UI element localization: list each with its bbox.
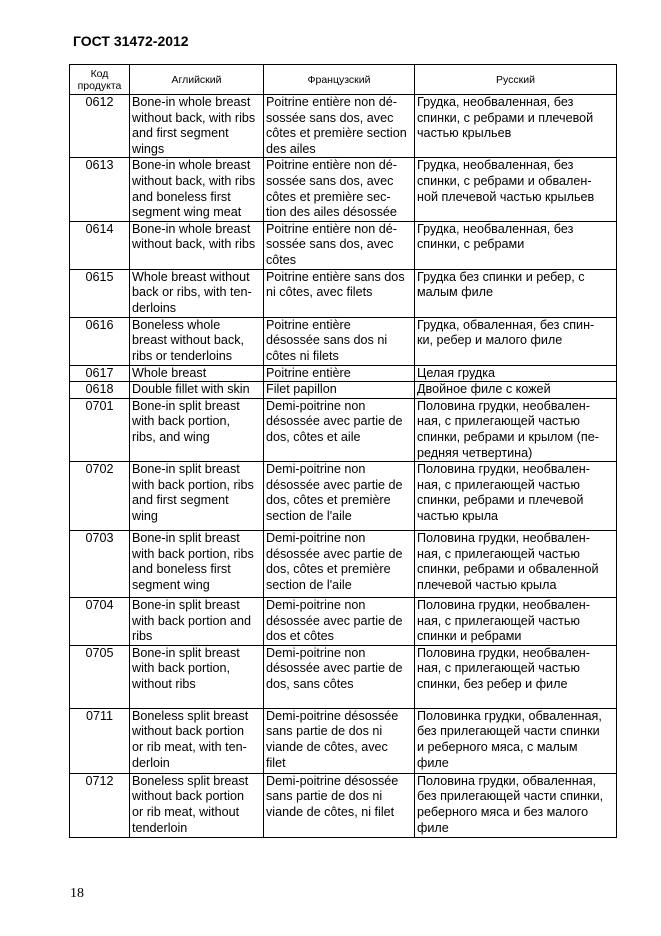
product-code: 0703 [70, 531, 130, 598]
document-title: ГОСТ 31472-2012 [73, 33, 189, 49]
table-row [70, 462, 617, 531]
french-name: Poitrine entière non dé- sossée sans dos, avec côtes et première section des ailes [264, 95, 415, 158]
english-name: Double fillet with skin [130, 382, 264, 399]
product-code: 0618 [70, 382, 130, 399]
french-name: Demi-poitrine non désossée avec partie de dos, côtes et première section de l'aile [264, 531, 415, 598]
russian-name: Половина грудки, необвален- ная, с прилегающей частью спинки, ребрами и плечевой частью крыла [415, 462, 617, 531]
english-name: Bone-in split breast with back portion, ribs and boneless first segment wing [130, 531, 264, 598]
russian-name: Половина грудки, необвален- ная, с прилегающей частью спинки, ребрами и крылом (пе- редняя четвертина) [415, 398, 617, 461]
english-name: Bone-in whole breast without back, with ribs and boneless first segment wing meat [130, 158, 264, 221]
table-row [70, 158, 617, 221]
french-name: Poitrine entière non dé- sossée sans dos, avec côtes [264, 221, 415, 269]
russian-name: Половина грудки, обваленная, без прилегающей части спинки, реберного мяса и без малого филе [415, 773, 617, 837]
french-name: Poitrine entière désossée sans dos ni côtes ni filets [264, 317, 415, 365]
french-name: Demi-poitrine désossée sans partie de dos ni viande de côtes, ni filet [264, 773, 415, 837]
russian-name: Грудка, необваленная, без спинки, с ребрами и плечевой частью крыльев [415, 95, 617, 158]
french-name: Demi-poitrine non désossée avec partie de dos, sans côtes [264, 645, 415, 708]
english-name: Whole breast without back or ribs, with ten- derloins [130, 269, 264, 317]
english-name: Boneless split breast without back portion or rib meat, with ten- derloin [130, 708, 264, 773]
product-code: 0613 [70, 158, 130, 221]
russian-name: Половина грудки, необвален- ная, с прилегающей частью спинки, без ребер и филе [415, 645, 617, 708]
table-row [70, 645, 617, 708]
english-name: Bone-in split breast with back portion, ribs, and wing [130, 398, 264, 461]
table-row [70, 773, 617, 837]
table-row [70, 708, 617, 773]
column-header-french: Французский [264, 65, 415, 95]
table-row [70, 221, 617, 269]
english-name: Bone-in split breast with back portion, without ribs [130, 645, 264, 708]
english-name: Boneless whole breast without back, ribs or tenderloins [130, 317, 264, 365]
russian-name: Целая грудка [415, 365, 617, 382]
french-name: Demi-poitrine non désossée avec partie de dos, côtes et première section de l'aile [264, 462, 415, 531]
product-code: 0702 [70, 462, 130, 531]
table-row [70, 398, 617, 461]
russian-name: Грудка без спинки и ребер, с малым филе [415, 269, 617, 317]
english-name: Whole breast [130, 365, 264, 382]
table-row [70, 598, 617, 646]
page-number: 18 [70, 886, 84, 901]
product-code: 0711 [70, 708, 130, 773]
product-code: 0704 [70, 598, 130, 646]
product-code-table [69, 64, 617, 838]
english-name: Boneless split breast without back portion or rib meat, without tenderloin [130, 773, 264, 837]
table-row [70, 531, 617, 598]
french-name: Poitrine entière [264, 365, 415, 382]
product-code: 0612 [70, 95, 130, 158]
english-name: Bone-in whole breast without back, with ribs [130, 221, 264, 269]
product-code: 0616 [70, 317, 130, 365]
product-code: 0617 [70, 365, 130, 382]
column-header-code: Код продукта [70, 65, 130, 95]
table-row [70, 95, 617, 158]
table-header-row [70, 65, 617, 95]
column-header-russian: Русский [415, 65, 617, 95]
french-name: Demi-poitrine désossée sans partie de dos ni viande de côtes, avec filet [264, 708, 415, 773]
product-code: 0712 [70, 773, 130, 837]
product-code: 0614 [70, 221, 130, 269]
russian-name: Половинка грудки, обваленная, без прилегающей части спинки и реберного мяса, с малым филе [415, 708, 617, 773]
english-name: Bone-in split breast with back portion, ribs and first segment wing [130, 462, 264, 531]
russian-name: Половина грудки, необвален- ная, с прилегающей частью спинки и ребрами [415, 598, 617, 646]
russian-name: Грудка, необваленная, без спинки, с ребрами и обвален- ной плечевой частью крыльев [415, 158, 617, 221]
product-code: 0705 [70, 645, 130, 708]
french-name: Demi-poitrine non désossée avec partie de dos, côtes et aile [264, 398, 415, 461]
english-name: Bone-in split breast with back portion and ribs [130, 598, 264, 646]
russian-name: Грудка, необваленная, без спинки, с ребрами [415, 221, 617, 269]
french-name: Poitrine entière sans dos ni côtes, avec filets [264, 269, 415, 317]
table-row [70, 317, 617, 365]
russian-name: Половина грудки, необвален- ная, с прилегающей частью спинки, ребрами и обваленной плечевой частью крыла [415, 531, 617, 598]
russian-name: Двойное филе с кожей [415, 382, 617, 399]
table-row [70, 365, 617, 382]
english-name: Bone-in whole breast without back, with ribs and first segment wings [130, 95, 264, 158]
table-row [70, 382, 617, 399]
column-header-english: Аглийский [130, 65, 264, 95]
french-name: Demi-poitrine non désossée avec partie de dos et côtes [264, 598, 415, 646]
french-name: Poitrine entière non dé- sossée sans dos, avec côtes et première sec- tion des ailes désossée [264, 158, 415, 221]
table-row [70, 269, 617, 317]
french-name: Filet papillon [264, 382, 415, 399]
product-code: 0615 [70, 269, 130, 317]
product-code: 0701 [70, 398, 130, 461]
russian-name: Грудка, обваленная, без спин- ки, ребер и малого филе [415, 317, 617, 365]
